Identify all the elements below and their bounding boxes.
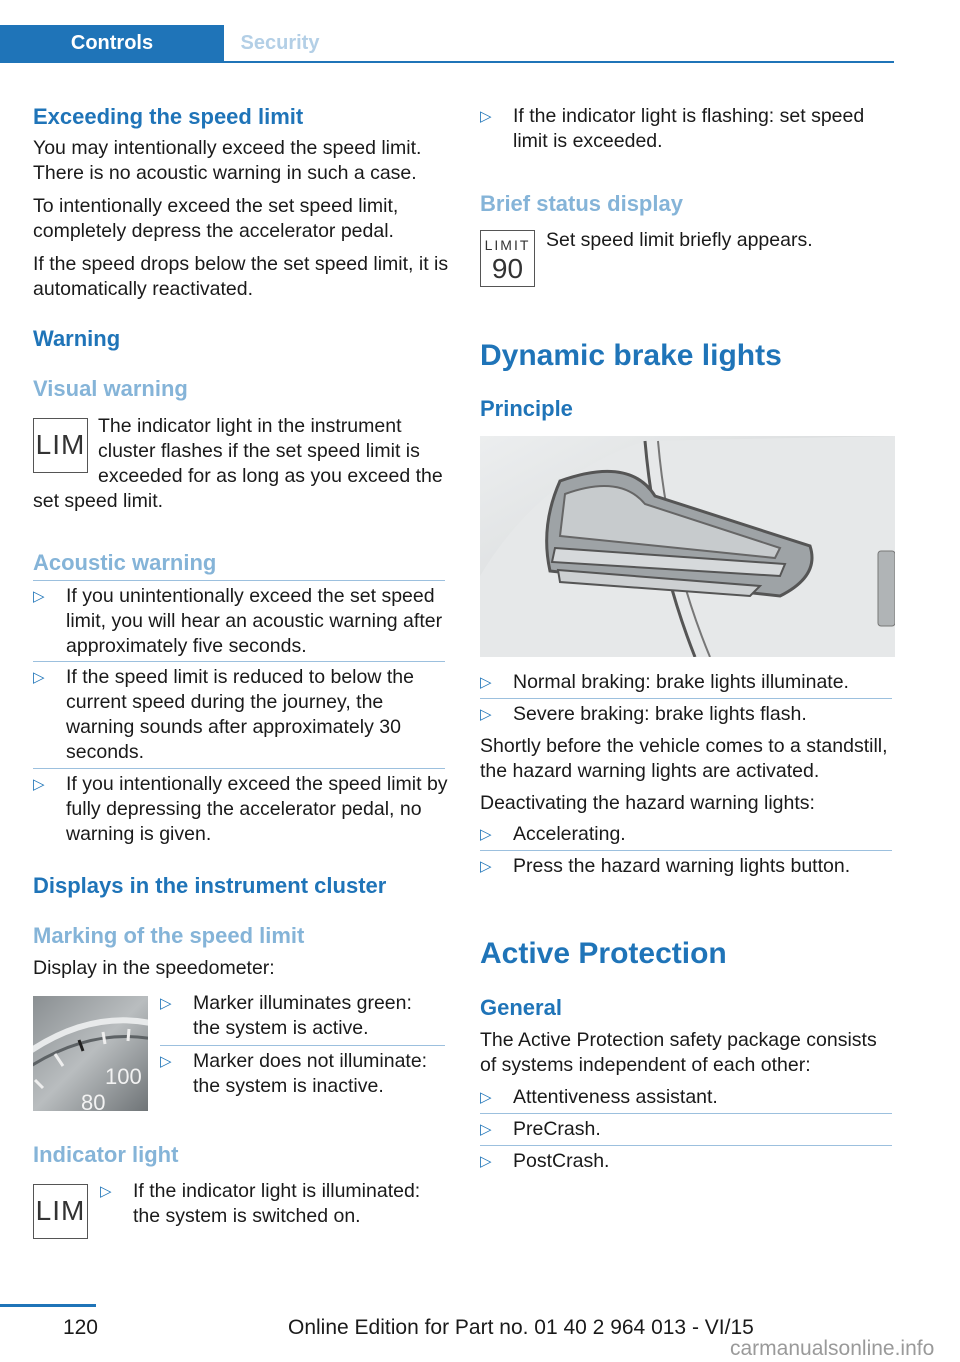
divider (480, 698, 892, 699)
list-item-text: If you unintentionally exceed the set speed limit, you will hear an acoustic warning after approximately five seconds. (66, 585, 443, 657)
triangle-bullet-icon: ▷ (480, 108, 492, 125)
visual-warning-text-a: The indicator light in the instrument cluster flashes if the set speed limit is exceeded for as long as you exceed the (98, 415, 443, 487)
header-tabbar (0, 25, 894, 63)
heading-dynamic-brake-lights: Dynamic brake lights (480, 339, 782, 372)
triangle-bullet-icon: ▷ (480, 1089, 492, 1106)
triangle-bullet-icon: ▷ (480, 1153, 492, 1170)
triangle-bullet-icon: ▷ (480, 1121, 492, 1138)
divider (480, 850, 892, 851)
limit-90-icon (480, 230, 535, 287)
heading-acoustic-warning: Acoustic warning (33, 550, 217, 575)
lim-indicator-icon (33, 1184, 88, 1239)
lim-indicator-icon (33, 418, 88, 473)
list-item-text: If the indicator light is flashing: set speed limit is exceeded. (513, 105, 865, 152)
lim-icon-text: LIM (35, 1195, 86, 1226)
divider (160, 1045, 445, 1046)
triangle-bullet-icon: ▷ (480, 826, 492, 843)
list-item-text: If the speed limit is reduced to below the current speed during the journey, the warning sounds after approximately 30 seconds. (66, 666, 414, 763)
heading-general: General (480, 995, 562, 1020)
list-item-text: PreCrash. (513, 1118, 601, 1140)
divider (480, 1113, 892, 1114)
triangle-bullet-icon: ▷ (33, 669, 45, 686)
standstill-text: Shortly before the vehicle comes to a standstill, the hazard warning lights are activated. (480, 735, 888, 782)
heading-indicator-light: Indicator light (33, 1142, 179, 1167)
heading-exceeding: Exceeding the speed limit (33, 104, 304, 129)
triangle-bullet-icon: ▷ (480, 706, 492, 723)
speedometer-graphic (33, 996, 148, 1111)
brief-status-text: Set speed limit briefly appears. (546, 229, 813, 251)
footer-rule (0, 1304, 96, 1307)
list-item-text: Marker does not illuminate: the system is inactive. (193, 1050, 428, 1097)
heading-visual-warning: Visual warning (33, 376, 188, 401)
triangle-bullet-icon: ▷ (160, 995, 172, 1012)
list-item-text: Attentiveness assistant. (513, 1086, 718, 1108)
watermark: carmanualsonline.info (730, 1337, 935, 1360)
triangle-bullet-icon: ▷ (33, 776, 45, 793)
tail-light-graphic (480, 436, 895, 657)
lim-icon-text: LIM (35, 429, 86, 460)
heading-marking: Marking of the speed limit (33, 923, 305, 948)
triangle-bullet-icon: ▷ (480, 858, 492, 875)
list-item-text: Marker illuminates green: the system is active. (193, 992, 412, 1039)
divider (33, 768, 445, 769)
heading-active-protection: Active Protection (480, 937, 727, 970)
speedo-label-80: 80 (81, 1090, 106, 1111)
marking-text: Display in the speedometer: (33, 957, 275, 979)
list-item-text: Press the hazard warning lights button. (513, 855, 851, 877)
footer-edition: Online Edition for Part no. 01 40 2 964 013 - VI/15 (288, 1316, 754, 1339)
speedometer-image (33, 996, 148, 1111)
paragraph-exceeding-2: To intentionally exceed the set speed limit, completely depress the accelerator pedal. (33, 195, 399, 242)
speedo-label-100: 100 (105, 1064, 142, 1089)
list-item-text: If the indicator light is illuminated: the system is switched on. (133, 1180, 421, 1227)
page-number: 120 (62, 1316, 98, 1339)
divider (33, 661, 445, 662)
tab-controls[interactable]: Controls (0, 25, 224, 61)
paragraph-exceeding-1: You may intentionally exceed the speed limit. There is no acoustic warning in such a case. (33, 137, 422, 184)
list-item-text: PostCrash. (513, 1150, 610, 1172)
triangle-bullet-icon: ▷ (160, 1053, 172, 1070)
list-item-text: Accelerating. (513, 823, 626, 845)
heading-displays: Displays in the instrument cluster (33, 873, 387, 898)
divider (480, 1145, 892, 1146)
triangle-bullet-icon: ▷ (100, 1183, 112, 1200)
brake-light-image (480, 436, 895, 657)
heading-principle: Principle (480, 396, 573, 421)
heading-brief-status: Brief status display (480, 191, 683, 216)
general-text: The Active Protection safety package consists of systems independent of each other: (480, 1029, 877, 1076)
heading-warning: Warning (33, 326, 121, 351)
limit-icon-label: LIMIT (484, 237, 531, 253)
triangle-bullet-icon: ▷ (33, 588, 45, 605)
list-item-text: If you intentionally exceed the speed limit by fully depressing the accelerator pedal, no warning is given. (66, 773, 448, 845)
list-item-text: Severe braking: brake lights flash. (513, 703, 807, 725)
deactivating-text: Deactivating the hazard warning lights: (480, 792, 815, 814)
limit-icon-value: 90 (491, 253, 524, 284)
divider (33, 580, 445, 581)
tab-security[interactable]: Security (240, 32, 320, 54)
list-item-text: Normal braking: brake lights illuminate. (513, 671, 849, 693)
triangle-bullet-icon: ▷ (480, 674, 492, 691)
paragraph-exceeding-3: If the speed drops below the set speed limit, it is automatically reactivated. (33, 253, 449, 300)
visual-warning-text-b: set speed limit. (33, 490, 164, 512)
